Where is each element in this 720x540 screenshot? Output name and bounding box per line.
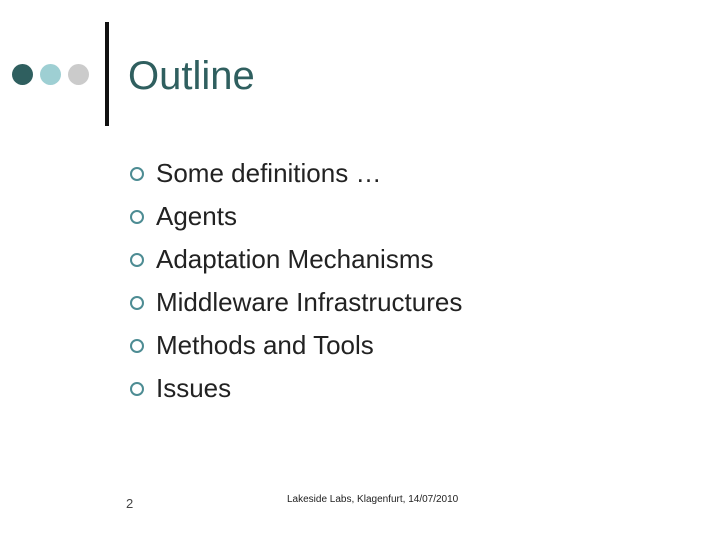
footer-text: Lakeside Labs, Klagenfurt, 14/07/2010 [287,494,459,505]
bullet-list [130,152,462,410]
hollow-circle-bullet-icon [130,167,144,181]
title-divider-line [105,22,109,126]
hollow-circle-bullet-icon [130,296,144,310]
hollow-circle-bullet-icon [130,210,144,224]
bullet-item [130,195,462,238]
bullet-text: Middleware Infrastructures [156,287,463,317]
bullet-item [130,367,462,410]
bullet-text: Adaptation Mechanisms [156,244,434,274]
hollow-circle-bullet-icon [130,339,144,353]
dark-dot-icon [12,64,33,85]
bullet-item [130,281,462,324]
bullet-text: Agents [156,201,237,231]
bullet-text: Issues [156,373,232,403]
light-teal-dot-icon [40,64,61,85]
bullet-item [130,152,462,195]
slide-title: Outline [128,54,255,98]
bullet-text: Some definitions … [156,158,382,188]
bullet-text: Methods and Tools [156,330,374,360]
hollow-circle-bullet-icon [130,382,144,396]
page-number: 2 [126,496,134,511]
bullet-item [130,238,462,281]
hollow-circle-bullet-icon [130,253,144,267]
bullet-item [130,324,462,367]
gray-dot-icon [68,64,89,85]
